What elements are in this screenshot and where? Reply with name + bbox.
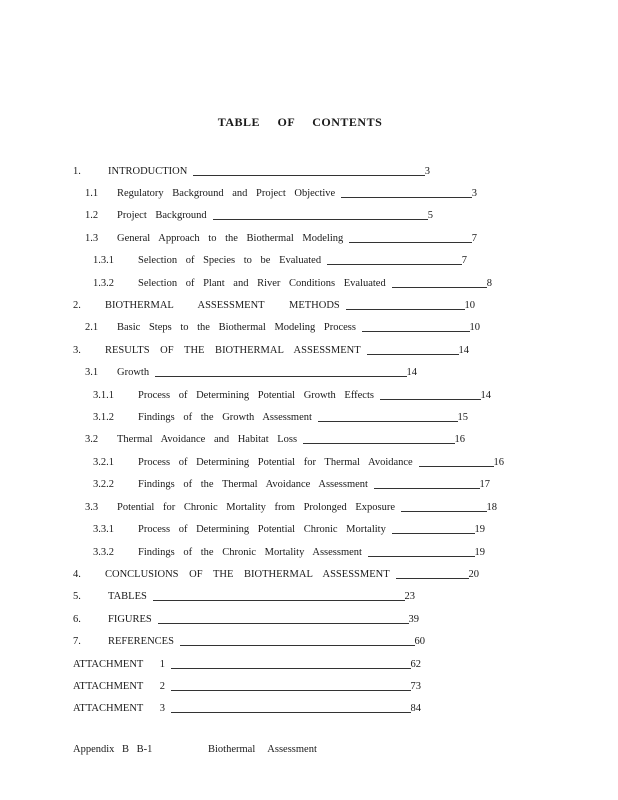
- toc-entry-title: ATTACHMENT 2: [73, 681, 166, 692]
- dot-leader: [180, 645, 415, 646]
- toc-entry-page: 3: [424, 166, 430, 177]
- toc-entry[interactable]: [73, 675, 421, 693]
- toc-entry-number: 2.1: [85, 322, 99, 333]
- toc-entry[interactable]: [93, 541, 485, 559]
- toc-entry-title: Process of Determining Potential for Thermal Avoidance: [138, 457, 413, 468]
- toc-entry-page: 7: [471, 233, 477, 244]
- footer-page-label: Appendix B B-1: [73, 744, 153, 755]
- toc-entry[interactable]: [73, 585, 415, 603]
- dot-leader: [303, 443, 454, 444]
- toc-entry-title: Process of Determining Potential Growth Effects: [138, 390, 374, 401]
- toc-entry-page: 73: [410, 681, 421, 692]
- toc-entry[interactable]: [73, 563, 479, 581]
- toc-entry[interactable]: [73, 294, 475, 312]
- toc-entry[interactable]: [73, 697, 421, 715]
- dot-leader: [171, 712, 410, 713]
- dot-leader: [368, 556, 475, 557]
- toc-entry-number: 3.1.1: [93, 390, 114, 401]
- toc-entry-title: Findings of the Thermal Avoidance Assessment: [138, 479, 368, 490]
- toc-entry-title: BIOTHERMAL ASSESSMENT METHODS: [105, 300, 340, 311]
- toc-entry-number: 3.: [73, 345, 81, 356]
- toc-entry-page: 5: [427, 210, 433, 221]
- toc-entry-number: 1.: [73, 166, 81, 177]
- dot-leader: [367, 354, 459, 355]
- toc-entry-number: 1.3.1: [93, 255, 114, 266]
- toc-entry-title: INTRODUCTION: [108, 166, 188, 177]
- toc-entry-page: 17: [479, 479, 490, 490]
- toc-entry[interactable]: [85, 316, 480, 334]
- toc-entry-title: REFERENCES: [108, 636, 174, 647]
- toc-entry-number: 3.2.2: [93, 479, 114, 490]
- toc-entry[interactable]: [93, 473, 490, 491]
- toc-entry-number: 6.: [73, 614, 81, 625]
- toc-entry-title: TABLES: [108, 591, 147, 602]
- dot-leader: [341, 197, 472, 198]
- toc-entry[interactable]: [93, 518, 485, 536]
- toc-entry-title: Regulatory Background and Project Objective: [117, 188, 336, 199]
- dot-leader: [213, 219, 428, 220]
- toc-entry[interactable]: [73, 339, 469, 357]
- toc-entry-title: ATTACHMENT 3: [73, 703, 166, 714]
- toc-entry-page: 3: [471, 188, 477, 199]
- toc-entry-title: RESULTS OF THE BIOTHERMAL ASSESSMENT: [105, 345, 361, 356]
- toc-entry[interactable]: [85, 204, 433, 222]
- page-title: TABLE OF CONTENTS: [217, 115, 383, 129]
- toc-entry[interactable]: [85, 182, 477, 200]
- toc-entry-title: Growth: [117, 367, 150, 378]
- toc-entry-page: 7: [461, 255, 467, 266]
- toc-entry-title: FIGURES: [108, 614, 152, 625]
- dot-leader: [155, 376, 406, 377]
- toc-entry-number: 7.: [73, 636, 81, 647]
- toc-entry-title: Selection of Species to be Evaluated: [138, 255, 322, 266]
- dot-leader: [396, 578, 469, 579]
- toc-entry[interactable]: [93, 406, 468, 424]
- toc-entry-number: 3.1: [85, 367, 99, 378]
- toc-entry-number: 3.3.1: [93, 524, 114, 535]
- dot-leader: [419, 466, 494, 467]
- dot-leader: [193, 175, 424, 176]
- toc-entry-title: General Approach to the Biothermal Modeling: [117, 233, 344, 244]
- toc-entry-number: 5.: [73, 591, 81, 602]
- toc-entry-number: 3.3.2: [93, 547, 114, 558]
- toc-entry-number: 1.3.2: [93, 278, 114, 289]
- toc-entry-page: 14: [406, 367, 417, 378]
- dot-leader: [318, 421, 458, 422]
- toc-entry-number: 1.2: [85, 210, 99, 221]
- toc-entry-title: Thermal Avoidance and Habitat Loss: [117, 434, 298, 445]
- toc-entry[interactable]: [93, 384, 491, 402]
- toc-entry-number: 1.1: [85, 188, 99, 199]
- toc-entry-number: 3.3: [85, 502, 99, 513]
- dot-leader: [380, 399, 481, 400]
- dot-leader: [153, 600, 405, 601]
- toc-entry[interactable]: [85, 227, 477, 245]
- dot-leader: [349, 242, 472, 243]
- toc-entry-page: 14: [480, 390, 491, 401]
- toc-entry[interactable]: [93, 451, 504, 469]
- page-footer: [73, 744, 317, 755]
- toc-entry-title: Findings of the Chronic Mortality Assessment: [138, 547, 362, 558]
- dot-leader: [171, 668, 410, 669]
- toc-entry-title: Selection of Plant and River Conditions Evaluated: [138, 278, 386, 289]
- toc-entry-page: 8: [486, 278, 492, 289]
- dot-leader: [392, 287, 487, 288]
- dot-leader: [392, 533, 475, 534]
- toc-entry-title: Project Background: [117, 210, 207, 221]
- toc-entry-title: Basic Steps to the Biothermal Modeling Process: [117, 322, 356, 333]
- toc-entry-title: Process of Determining Potential Chronic Mortality: [138, 524, 386, 535]
- toc-entry[interactable]: [85, 428, 465, 446]
- toc-entry[interactable]: [85, 361, 417, 379]
- toc-entry[interactable]: [73, 160, 430, 178]
- toc-entry-page: 39: [408, 614, 419, 625]
- toc-entry-title: CONCLUSIONS OF THE BIOTHERMAL ASSESSMENT: [105, 569, 390, 580]
- footer-document-title: Biothermal Assessment: [208, 744, 317, 755]
- toc-entry[interactable]: [85, 496, 497, 514]
- toc-entry-page: 14: [458, 345, 469, 356]
- toc-entry[interactable]: [93, 249, 467, 267]
- toc-entry-page: 60: [414, 636, 425, 647]
- toc-entry-title: Potential for Chronic Mortality from Prolonged Exposure: [117, 502, 396, 513]
- toc-entry-page: 19: [474, 524, 485, 535]
- toc-entry-number: 1.3: [85, 233, 99, 244]
- toc-entry-number: 4.: [73, 569, 81, 580]
- toc-entry-number: 3.2: [85, 434, 99, 445]
- toc-entry-page: 15: [457, 412, 468, 423]
- toc-entry-title: Findings of the Growth Assessment: [138, 412, 312, 423]
- toc-entry-page: 10: [464, 300, 475, 311]
- toc-entry[interactable]: [93, 272, 492, 290]
- toc-entry-page: 84: [410, 703, 421, 714]
- dot-leader: [158, 623, 409, 624]
- toc-entry-page: 20: [468, 569, 479, 580]
- toc-entry-number: 3.2.1: [93, 457, 114, 468]
- toc-entry[interactable]: [73, 653, 421, 671]
- dot-leader: [401, 511, 486, 512]
- dot-leader: [362, 331, 470, 332]
- toc-entry[interactable]: [73, 608, 419, 626]
- toc-entry-number: 3.1.2: [93, 412, 114, 423]
- toc-entry-page: 16: [493, 457, 504, 468]
- toc-entry-page: 19: [474, 547, 485, 558]
- dot-leader: [171, 690, 410, 691]
- dot-leader: [374, 488, 480, 489]
- toc-entry-page: 18: [486, 502, 497, 513]
- dot-leader: [327, 264, 462, 265]
- toc-entry[interactable]: [73, 630, 425, 648]
- toc-entry-title: ATTACHMENT 1: [73, 659, 166, 670]
- dot-leader: [346, 309, 465, 310]
- toc-entry-page: 10: [469, 322, 480, 333]
- toc-entry-page: 23: [404, 591, 415, 602]
- toc-entry-page: 16: [454, 434, 465, 445]
- toc-entry-page: 62: [410, 659, 421, 670]
- toc-entry-number: 2.: [73, 300, 81, 311]
